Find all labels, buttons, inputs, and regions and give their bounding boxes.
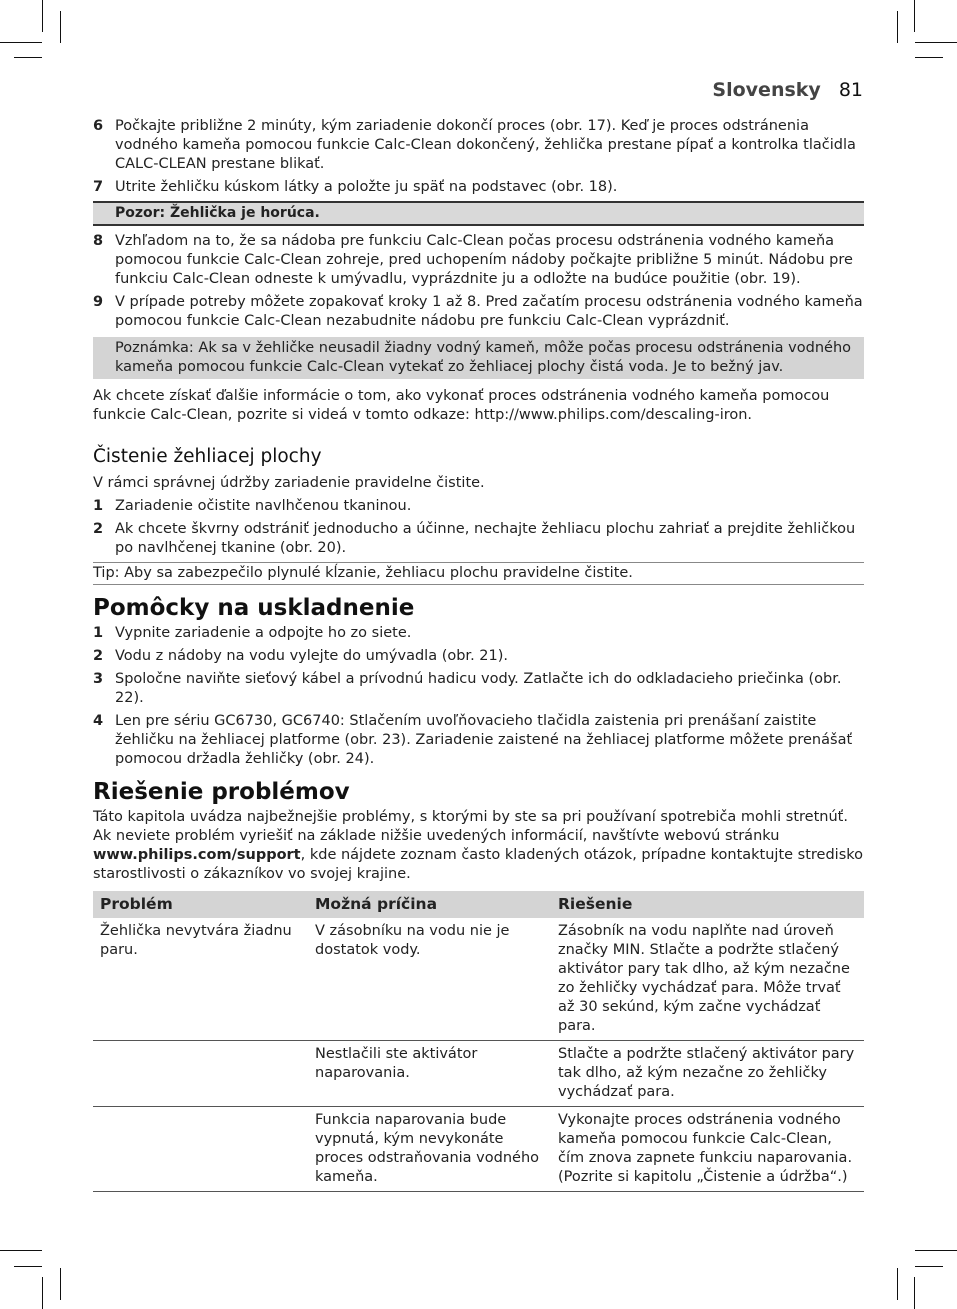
- crop-mark: [915, 1266, 943, 1267]
- step-item: [93, 497, 864, 516]
- table-cell: [93, 1107, 308, 1192]
- table-cell: Funkcia naparovania bude vypnutá, kým nevykonáte proces odstraňovania vodného kameňa.: [308, 1107, 551, 1192]
- step-item: [93, 670, 864, 708]
- step-item: [93, 647, 864, 666]
- page-number: 81: [838, 79, 863, 101]
- step-number: 7: [93, 179, 104, 195]
- step-item: [93, 293, 864, 331]
- crop-mark: [914, 1277, 915, 1309]
- step-number: 2: [93, 521, 104, 537]
- crop-mark: [14, 1266, 42, 1267]
- step-text: Utrite žehličku kúskom látky a položte ju späť na podstavec (obr. 18).: [115, 179, 618, 195]
- step-text: Vodu z nádoby na vodu vylejte do umývadla (obr. 21).: [115, 648, 509, 664]
- column-header: Možná príčina: [308, 891, 551, 918]
- step-text: V prípade potreby môžete zopakovať kroky 1 až 8. Pred začatím procesu odstránenia vodného kameňa pomocou funkcie Calc-Clean nezabudnite nádobu pre funkciu Calc-Clean vyprázdniť.: [115, 294, 863, 329]
- warning-box: Pozor: Žehlička je horúca.: [93, 201, 864, 226]
- intro-text: Táto kapitola uvádza najbežnejšie problémy, s ktorými by ste sa pri používaní spotrebiča mohli stretnúť. Ak neviete problém vyriešiť na základe nižšie uvedených informácií, navštívte webovú stránku: [93, 809, 848, 844]
- table-header-row: [93, 891, 864, 918]
- column-header: Riešenie: [551, 891, 864, 918]
- step-item: [93, 178, 864, 197]
- crop-mark: [42, 1277, 43, 1309]
- column-header: Problém: [93, 891, 308, 918]
- crop-mark: [897, 11, 898, 43]
- note-box: Poznámka: Ak sa v žehličke neusadil žiadny vodný kameň, môže počas procesu odstránenia vodného kameňa pomocou funkcie Calc-Clean vytekať zo žehliacej plochy čistá voda. Je to bežný jav.: [93, 337, 864, 379]
- section-title-storage: Pomôcky na uskladnenie: [93, 595, 415, 621]
- crop-mark: [60, 11, 61, 43]
- step-number: 1: [93, 498, 104, 514]
- table-cell: Žehlička nevytvára žiadnu paru.: [93, 918, 308, 1041]
- crop-mark: [0, 1250, 42, 1251]
- table-cell: V zásobníku na vodu nie je dostatok vody.: [308, 918, 551, 1041]
- step-number: 4: [93, 713, 104, 729]
- page-content: [93, 117, 864, 1192]
- step-number: 2: [93, 648, 104, 664]
- table-row: [93, 1041, 864, 1107]
- intro-text-end: , kde nájdete zoznam často kladených otázok, prípadne kontaktujte stredisko starostlivosti o zákazníkov vo svojej krajine.: [93, 847, 863, 882]
- section-title-cleaning: Čistenie žehliacej plochy: [93, 446, 322, 467]
- table-row: [93, 1107, 864, 1192]
- step-item: [93, 117, 864, 174]
- step-text: Zariadenie očistite navlhčenou tkaninou.: [115, 498, 412, 514]
- step-item: [93, 520, 864, 558]
- crop-mark: [42, 0, 43, 32]
- step-item: [93, 232, 864, 289]
- step-text: Vzhľadom na to, že sa nádoba pre funkciu Calc-Clean počas procesu odstránenia vodného kameňa pomocou funkcie Calc-Clean zohreje, pred uchopením nádoby počkajte približne 5 minút. Nádobu pre funkciu Calc-Clean odneste k umývadlu, vyprázdnite ju a odložte na budúce použitie (obr. 19).: [115, 233, 853, 287]
- step-number: 1: [93, 625, 104, 641]
- crop-mark: [14, 57, 42, 58]
- step-number: 3: [93, 671, 104, 687]
- step-number: 9: [93, 294, 104, 310]
- troubleshooting-intro: [93, 808, 864, 884]
- support-link[interactable]: www.philips.com/support: [93, 847, 301, 863]
- step-number: 6: [93, 118, 104, 134]
- crop-mark: [897, 1268, 898, 1300]
- table-cell: [93, 1041, 308, 1107]
- table-cell: Vykonajte proces odstránenia vodného kameňa pomocou funkcie Calc-Clean, čím znova zapnete funkciu naparovania. (Pozrite si kapitolu „Čistenie a údržba“.): [551, 1107, 864, 1192]
- section-title-troubleshooting: Riešenie problémov: [93, 779, 350, 805]
- step-text: Spoločne naviňte sieťový kábel a prívodnú hadicu vody. Zatlačte ich do odkladacieho priečinka (obr. 22).: [115, 671, 842, 706]
- step-text: Počkajte približne 2 minúty, kým zariadenie dokončí proces (obr. 17). Keď je proces odstránenia vodného kameňa pomocou funkcie Calc-Clean dokončený, žehlička prestane pípať a kontrolka tlačidla CALC-CLEAN prestane blikať.: [115, 118, 856, 172]
- info-paragraph: Ak chcete získať ďalšie informácie o tom, ako vykonať proces odstránenia vodného kameňa pomocou funkcie Calc-Clean, pozrite si videá v tomto odkaze: http://www.philips.com/descaling-iron.: [93, 388, 830, 423]
- step-text: Ak chcete škvrny odstrániť jednoducho a účinne, nechajte žehliacu plochu zahriať a prejdite žehličkou po navlhčenej tkanine (obr. 20).: [115, 521, 856, 556]
- crop-mark: [915, 42, 957, 43]
- crop-mark: [60, 1268, 61, 1300]
- step-text: Len pre sériu GC6730, GC6740: Stlačením uvoľňovacieho tlačidla zaistenia pri prenášaní zaistite žehličku na žehliacej platforme (obr. 23). Zariadenie zaistené na žehliacej platforme môžete prenášať pomocou držadla žehličky (obr. 24).: [115, 713, 853, 767]
- table-cell: Nestlačili ste aktivátor naparovania.: [308, 1041, 551, 1107]
- troubleshooting-table: [93, 891, 864, 1192]
- table-cell: Stlačte a podržte stlačený aktivátor pary tak dlho, až kým nezačne zo žehličky vychádzať para.: [551, 1041, 864, 1107]
- step-number: 8: [93, 233, 104, 249]
- table-cell: Zásobník na vodu naplňte nad úroveň značky MIN. Stlačte a podržte stlačený aktivátor pary tak dlho, až kým nezačne zo žehličky vychádzať para. Môže trvať až 30 sekúnd, kým začne vychádzať para.: [551, 918, 864, 1041]
- table-row: [93, 918, 864, 1041]
- crop-mark: [914, 0, 915, 32]
- crop-mark: [915, 57, 943, 58]
- tip-box: Tip: Aby sa zabezpečilo plynulé kĺzanie, žehliacu plochu pravidelne čistite.: [93, 562, 864, 585]
- step-item: [93, 712, 864, 769]
- language-label: Slovensky: [712, 79, 821, 101]
- step-item: [93, 624, 864, 643]
- crop-mark: [0, 42, 42, 43]
- step-text: Vypnite zariadenie a odpojte ho zo siete.: [115, 625, 412, 641]
- page-header: [712, 79, 863, 101]
- crop-mark: [915, 1250, 957, 1251]
- section-intro: V rámci správnej údržby zariadenie pravidelne čistite.: [93, 475, 485, 491]
